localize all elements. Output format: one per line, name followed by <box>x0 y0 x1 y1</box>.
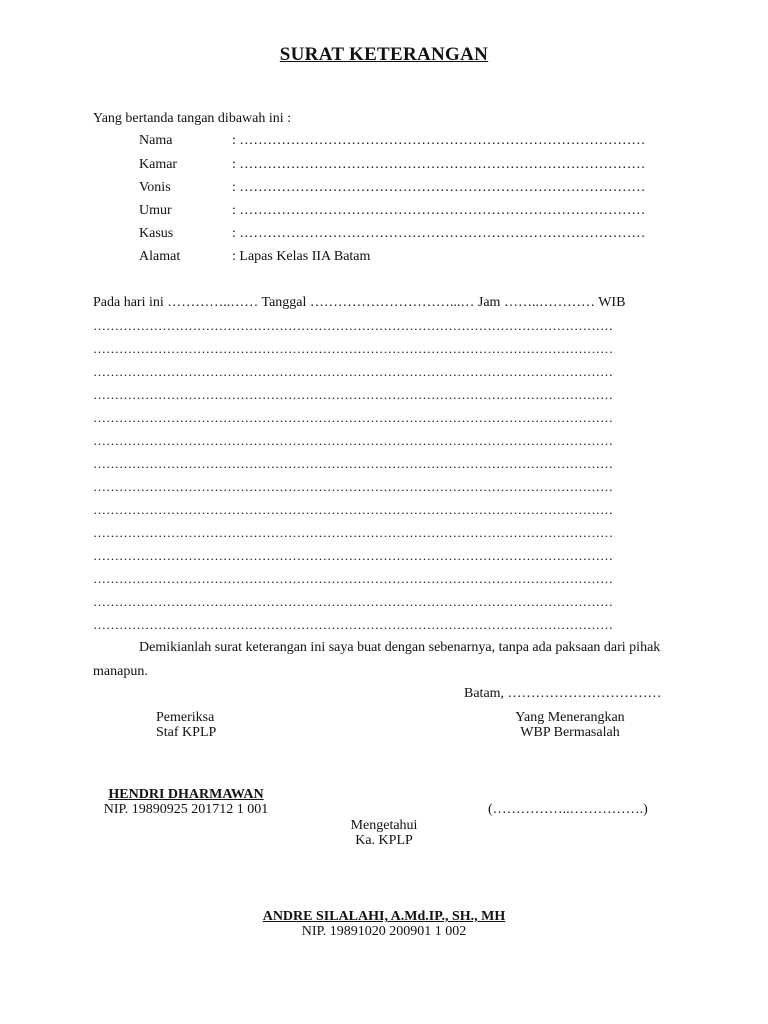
document-title: SURAT KETERANGAN <box>279 44 489 65</box>
dotted-line: ………………………………………………………………………………………………………… <box>93 410 613 425</box>
field-value-kasus: : …………………………………………………………………………… <box>232 226 646 241</box>
dotted-line: ………………………………………………………………………………………………………… <box>93 548 613 563</box>
dotted-line: ………………………………………………………………………………………………………… <box>93 594 613 609</box>
field-value-umur: : …………………………………………………………………………… <box>232 203 646 218</box>
field-label-kasus: Kasus <box>139 226 174 241</box>
field-value-kamar: : …………………………………………………………………………… <box>232 157 646 172</box>
intro-text: Yang bertanda tangan dibawah ini : <box>93 111 292 126</box>
declarant-role: Yang Menerangkan <box>515 710 625 725</box>
date-line: Pada hari ini …………..…… Tanggal …………………………...… Jam ……..………… WIB <box>93 295 626 310</box>
field-label-alamat: Alamat <box>139 249 181 264</box>
field-label-umur: Umur <box>139 203 172 218</box>
dotted-line: ………………………………………………………………………………………………………… <box>93 364 613 379</box>
place-date: Batam, …………………………… <box>464 686 662 701</box>
dotted-line: ………………………………………………………………………………………………………… <box>93 341 613 356</box>
field-value-vonis: : …………………………………………………………………………… <box>232 180 646 195</box>
declarant-signature-blank: (……………..…………….) <box>488 802 648 817</box>
dotted-line: ………………………………………………………………………………………………………… <box>93 318 613 333</box>
head-nip: NIP. 19891020 200901 1 002 <box>301 924 467 939</box>
dotted-line: ………………………………………………………………………………………………………… <box>93 433 613 448</box>
field-value-nama: : …………………………………………………………………………… <box>232 133 646 148</box>
examiner-nip: NIP. 19890925 201712 1 001 <box>103 802 269 817</box>
dotted-line: ………………………………………………………………………………………………………… <box>93 479 613 494</box>
dotted-line: ………………………………………………………………………………………………………… <box>93 571 613 586</box>
dotted-line: ………………………………………………………………………………………………………… <box>93 387 613 402</box>
dotted-line: ………………………………………………………………………………………………………… <box>93 502 613 517</box>
closing-statement-end: manapun. <box>93 664 148 679</box>
field-label-nama: Nama <box>139 133 173 148</box>
declarant-position: WBP Bermasalah <box>520 725 620 740</box>
field-value-alamat: : Lapas Kelas IIA Batam <box>232 249 371 264</box>
field-label-kamar: Kamar <box>139 157 178 172</box>
closing-statement: Demikianlah surat keterangan ini saya buat dengan sebenarnya, tanpa ada paksaan dari pihak <box>139 640 661 655</box>
dotted-line: ………………………………………………………………………………………………………… <box>93 456 613 471</box>
head-name: ANDRE SILALAHI, A.Md.IP., SH., MH <box>262 909 506 924</box>
dotted-line: ………………………………………………………………………………………………………… <box>93 617 613 632</box>
examiner-role: Pemeriksa <box>156 710 215 725</box>
examiner-name: HENDRI DHARMAWAN <box>108 787 264 802</box>
examiner-position: Staf KPLP <box>156 725 217 740</box>
acknowledge-label: Mengetahui <box>350 818 418 833</box>
dotted-line: ………………………………………………………………………………………………………… <box>93 525 613 540</box>
field-label-vonis: Vonis <box>139 180 171 195</box>
acknowledge-position: Ka. KPLP <box>355 833 413 848</box>
